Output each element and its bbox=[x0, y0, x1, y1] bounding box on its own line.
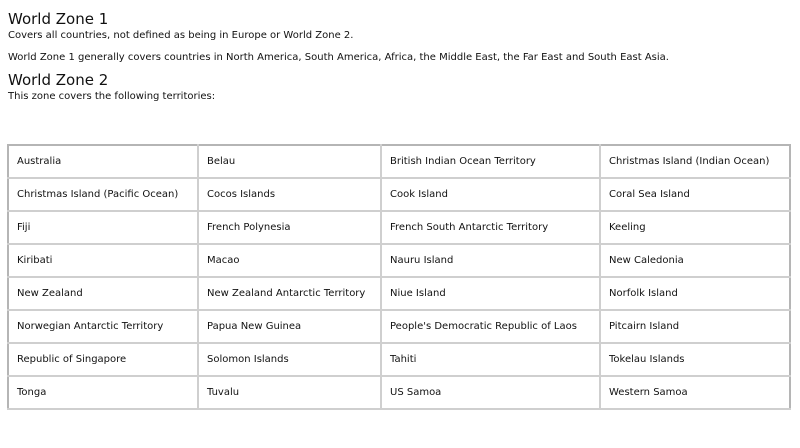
zone1-subtitle: Covers all countries, not defined as being in Europe or World Zone 2. bbox=[8, 30, 354, 41]
table-cell: Papua New Guinea bbox=[198, 310, 381, 343]
table-cell: Coral Sea Island bbox=[600, 178, 790, 211]
table-cell: Tuvalu bbox=[198, 376, 381, 409]
table-cell: Western Samoa bbox=[600, 376, 790, 409]
table-cell: Tokelau Islands bbox=[600, 343, 790, 376]
table-cell: Niue Island bbox=[381, 277, 600, 310]
table-cell: Cook Island bbox=[381, 178, 600, 211]
table-row bbox=[8, 310, 790, 343]
table-row bbox=[8, 178, 790, 211]
table-cell: French South Antarctic Territory bbox=[381, 211, 600, 244]
table-cell: Christmas Island (Indian Ocean) bbox=[600, 145, 790, 178]
table-row bbox=[8, 376, 790, 409]
table-cell: Macao bbox=[198, 244, 381, 277]
table-cell: New Zealand bbox=[8, 277, 198, 310]
table-cell: Keeling bbox=[600, 211, 790, 244]
table-cell: Republic of Singapore bbox=[8, 343, 198, 376]
table-cell: Christmas Island (Pacific Ocean) bbox=[8, 178, 198, 211]
table-cell: Norwegian Antarctic Territory bbox=[8, 310, 198, 343]
table-cell: Australia bbox=[8, 145, 198, 178]
table-cell: People's Democratic Republic of Laos bbox=[381, 310, 600, 343]
territories-table bbox=[7, 144, 791, 410]
table-cell: Kiribati bbox=[8, 244, 198, 277]
zone1-heading: World Zone 1 bbox=[8, 10, 109, 28]
table-cell: Solomon Islands bbox=[198, 343, 381, 376]
table-cell: Belau bbox=[198, 145, 381, 178]
table-cell: British Indian Ocean Territory bbox=[381, 145, 600, 178]
zone2-heading: World Zone 2 bbox=[8, 71, 109, 89]
table-row bbox=[8, 277, 790, 310]
table-cell: US Samoa bbox=[381, 376, 600, 409]
zone2-subtitle: This zone covers the following territories: bbox=[8, 91, 216, 102]
table-row bbox=[8, 244, 790, 277]
territories-table-body bbox=[8, 145, 790, 409]
table-cell: Tonga bbox=[8, 376, 198, 409]
table-cell: Fiji bbox=[8, 211, 198, 244]
table-cell: French Polynesia bbox=[198, 211, 381, 244]
table-cell: Pitcairn Island bbox=[600, 310, 790, 343]
table-cell: Norfolk Island bbox=[600, 277, 790, 310]
table-cell: Tahiti bbox=[381, 343, 600, 376]
table-row bbox=[8, 343, 790, 376]
table-row bbox=[8, 145, 790, 178]
zone1-description: World Zone 1 generally covers countries in North America, South America, Africa, the Middle East, the Far East and South East Asia. bbox=[8, 52, 669, 63]
table-cell: New Caledonia bbox=[600, 244, 790, 277]
table-row bbox=[8, 211, 790, 244]
table-cell: Nauru Island bbox=[381, 244, 600, 277]
table-cell: New Zealand Antarctic Territory bbox=[198, 277, 381, 310]
table-cell: Cocos Islands bbox=[198, 178, 381, 211]
